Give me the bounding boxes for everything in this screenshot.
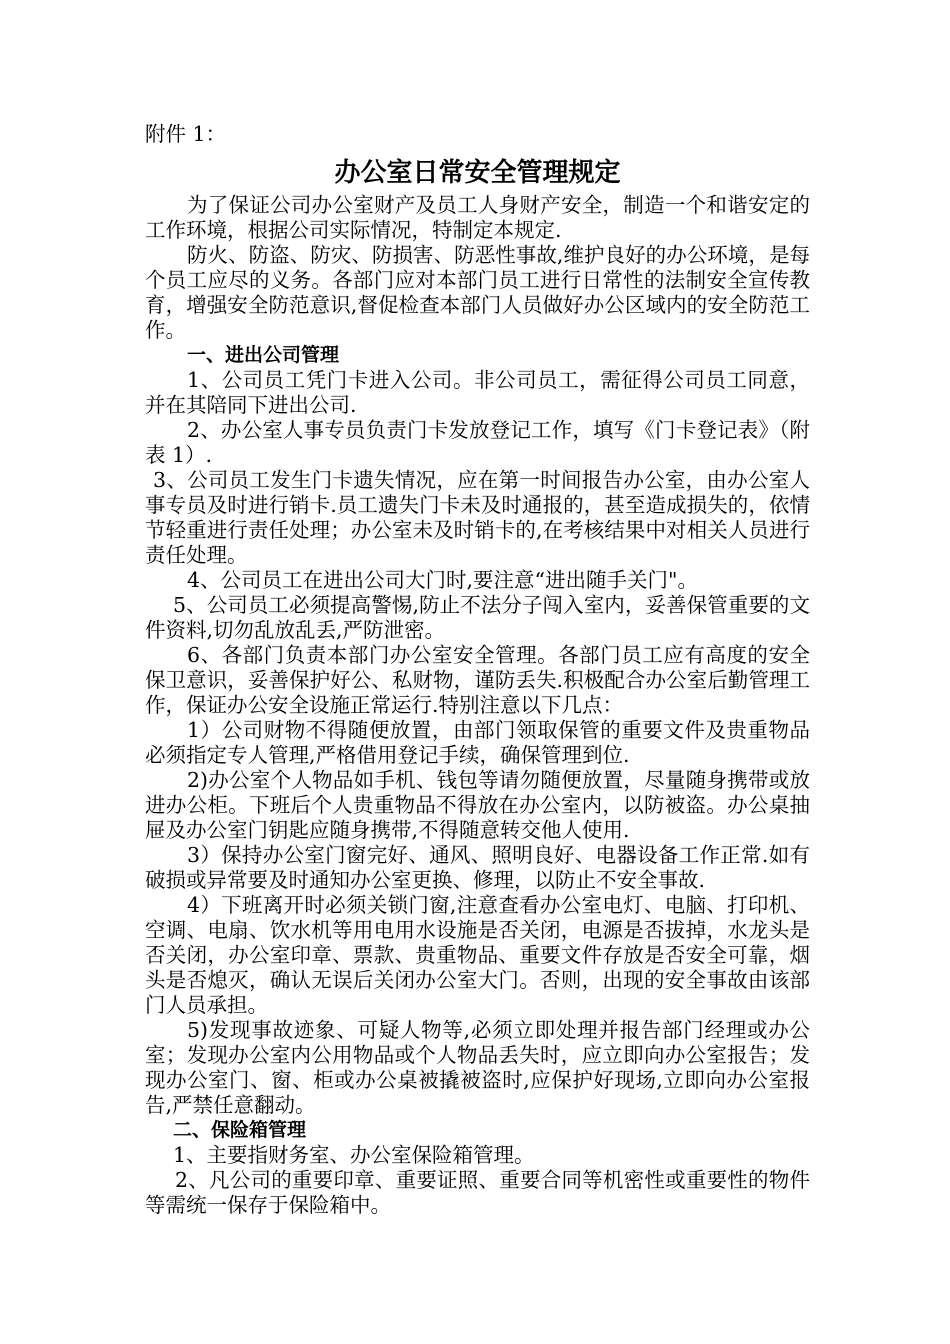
section-item: 2、凡公司的重要印章、重要证照、重要合同等机密性或重要性的物件等需统一保存于保险箱中。: [145, 1168, 810, 1217]
sub-item: 1）公司财物不得随便放置，由部门领取保管的重要文件及贵重物品必须指定专人管理,严格借用登记手续，确保管理到位.: [145, 718, 810, 767]
sub-item: 2)办公室个人物品如手机、钱包等请勿随便放置，尽量随身携带或放进办公柜。下班后个人贵重物品不得放在办公室内，以防被盗。办公桌抽屉及办公室门钥匙应随身携带,不得随意转交他人使用.: [145, 768, 810, 842]
attachment-label: 附件 1：: [145, 122, 227, 146]
document-page: [145, 122, 810, 1218]
intro-paragraph: 防火、防盗、防灾、防损害、防恶性事故,维护良好的办公环境，是每个员工应尽的义务。各部门应对本部门员工进行日常性的法制安全宣传教育，增强安全防范意识,督促检查本部门人员做好办公区域内的安全防范工作。: [145, 243, 810, 342]
sub-item: 5)发现事故迹象、可疑人物等,必须立即处理并报告部门经理或办公室；发现办公室内公用物品或个人物品丢失时，应立即向办公室报告；发现办公室门、窗、柜或办公桌被撬被盗时,应保护好现场,立即向办公室报告,严禁任意翻动。: [145, 1018, 810, 1117]
section-item: 2、办公室人事专员负责门卡发放登记工作，填写《门卡登记表》（附表 1）.: [145, 418, 810, 467]
section-item: 6、各部门负责本部门办公室安全管理。各部门员工应有高度的安全保卫意识，妥善保护好公、私财物，谨防丢失.积极配合办公室后勤管理工作，保证办公安全设施正常运行.特别注意以下几点：: [145, 643, 810, 717]
sub-item: 3）保持办公室门窗完好、通风、照明良好、电器设备工作正常.如有破损或异常要及时通知办公室更换、修理，以防止不安全事故.: [145, 843, 810, 892]
intro-paragraph: 为了保证公司办公室财产及员工人身财产安全，制造一个和谐安定的工作环境，根据公司实际情况，特制定本规定.: [145, 193, 810, 242]
section-heading: 一、进出公司管理: [187, 344, 340, 366]
sub-item: 4）下班离开时必须关锁门窗,注意查看办公室电灯、电脑、打印机、空调、电扇、饮水机等用电用水设施是否关闭，电源是否拔掉，水龙头是否关闭，办公室印章、票款、贵重物品、重要文件存放是否安全可靠，烟头是否熄灭，确认无误后关闭办公室大门。否则，出现的安全事故由该部门人员承担。: [145, 893, 810, 1017]
section-item: 4、公司员工在进出公司大门时,要注意“进出随手关门"。: [187, 568, 698, 592]
document-title: 办公室日常安全管理规定: [334, 158, 621, 188]
section-heading: 二、保险箱管理: [173, 1119, 307, 1141]
section-item: 5、公司员工必须提高警惕,防止不法分子闯入室内，妥善保管重要的文件资料,切勿乱放乱丢,严防泄密。: [145, 593, 810, 642]
section-item: 1、公司员工凭门卡进入公司。非公司员工，需征得公司员工同意，并在其陪同下进出公司.: [145, 368, 810, 417]
section-item: 3、公司员工发生门卡遗失情况，应在第一时间报告办公室，由办公室人事专员及时进行销卡.员工遗失门卡未及时通报的，甚至造成损失的，依情节轻重进行责任处理；办公室未及时销卡的,在考核结果中对相关人员进行责任处理。: [145, 468, 810, 567]
section-item: 1、主要指财务室、办公室保险箱管理。: [173, 1143, 535, 1167]
